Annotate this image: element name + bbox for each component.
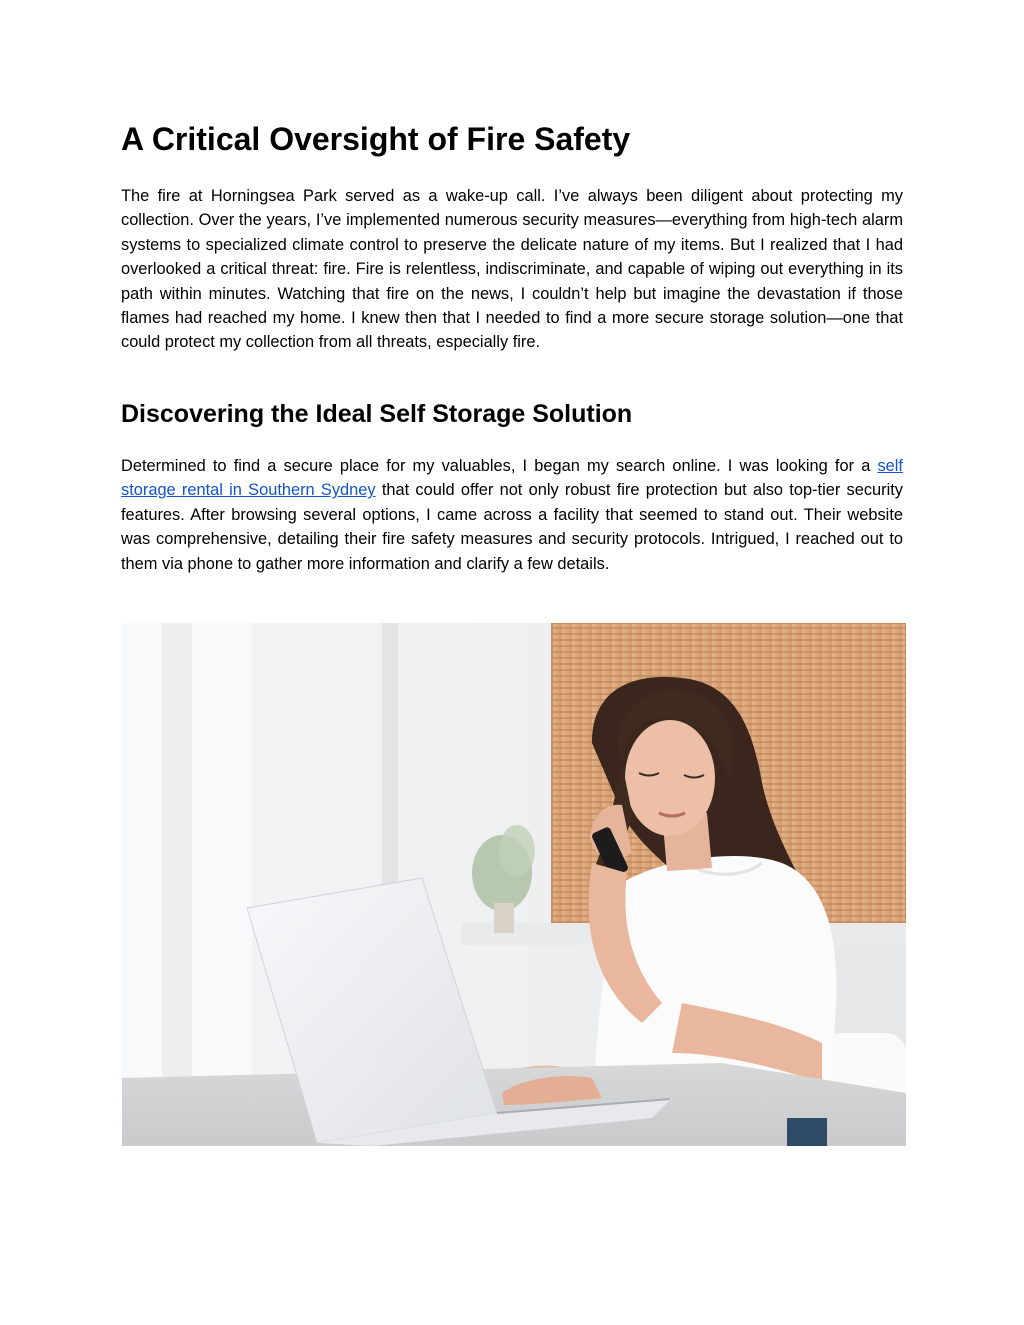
paragraph-text-before-link: Determined to find a secure place for my valuables, I began my search online. I was looking for a <box>121 457 878 475</box>
paragraph-text-after-link: that could offer not only robust fire protection but also top-tier security features. After browsing several options, I came across a facility that seemed to stand out. Their website was comprehensive, detailing their fire safety measures and security protocols. Intrigued, I reached out to them via phone to gather more information and clarify a few details. <box>121 481 903 573</box>
search-paragraph <box>121 454 903 576</box>
intro-paragraph: The fire at Horningsea Park served as a wake-up call. I’ve always been diligent about protecting my collection. Over the years, I’ve implemented numerous security measures—everything from high-tech alarm systems to specialized climate control to preserve the delicate nature of my items. But I realized that I had overlooked a critical threat: fire. Fire is relentless, indiscriminate, and capable of wiping out everything in its path within minutes. Watching that fire on the news, I couldn’t help but imagine the devastation if those flames had reached my home. I knew then that I needed to find a more secure storage solution—one that could protect my collection from all threats, especially fire. <box>121 187 903 352</box>
section-heading: Discovering the Ideal Self Storage Solution <box>121 400 633 428</box>
page-title: A Critical Oversight of Fire Safety <box>121 121 631 157</box>
self-storage-link[interactable]: self storage rental in Southern Sydney <box>121 457 903 500</box>
woman-on-phone-with-laptop-photo <box>122 623 906 1146</box>
